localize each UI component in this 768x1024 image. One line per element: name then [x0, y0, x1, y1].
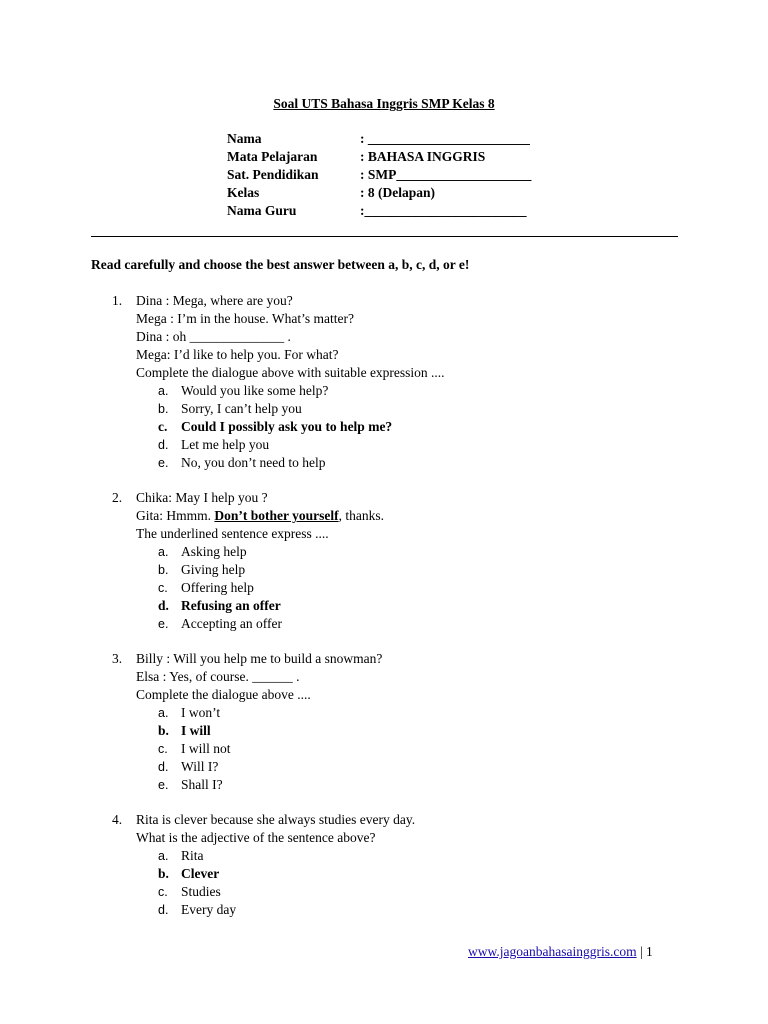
- info-label: Mata Pelajaran: [227, 149, 318, 164]
- option-letter: c.: [158, 581, 168, 595]
- option-letter: d.: [158, 598, 169, 613]
- option-c: [0, 579, 768, 597]
- option-letter: a.: [158, 706, 169, 720]
- info-row-mata-pelajaran: [227, 148, 531, 166]
- question-line: Chika: May I help you ?: [136, 490, 268, 505]
- option-b-answer: [0, 865, 768, 883]
- question-1: [0, 292, 768, 472]
- option-text: Accepting an offer: [181, 616, 282, 631]
- option-letter: d.: [158, 760, 169, 774]
- option-d-answer: [0, 597, 768, 615]
- option-text: Refusing an offer: [181, 598, 281, 613]
- info-value: :________________________: [360, 203, 527, 218]
- question-prompt: The underlined sentence express ....: [136, 526, 329, 541]
- option-text: Let me help you: [181, 437, 270, 452]
- option-text: Asking help: [181, 544, 247, 559]
- question-line: Elsa : Yes, of course. ______ .: [136, 669, 300, 684]
- question-number: 1.: [112, 293, 123, 308]
- option-text: Clever: [181, 866, 220, 881]
- option-c-answer: [0, 418, 768, 436]
- underlined-sentence: Don’t bother yourself: [214, 508, 339, 523]
- option-d: [0, 901, 768, 919]
- option-c: [0, 883, 768, 901]
- question-line: Dina : Mega, where are you?: [136, 293, 293, 308]
- option-a: [0, 382, 768, 400]
- website-link[interactable]: www.jagoanbahasainggris.com: [468, 944, 637, 959]
- option-letter: b.: [158, 866, 169, 881]
- option-text: Will I?: [181, 759, 219, 774]
- info-label: Sat. Pendidikan: [227, 167, 319, 182]
- question-number: 3.: [112, 651, 123, 666]
- option-letter: d.: [158, 903, 169, 917]
- option-text: Shall I?: [181, 777, 223, 792]
- option-letter: e.: [158, 456, 169, 470]
- horizontal-divider: [91, 236, 678, 237]
- question-prompt: Complete the dialogue above with suitable expression ....: [136, 365, 445, 380]
- option-b: [0, 561, 768, 579]
- question-line: Mega: I’d like to help you. For what?: [136, 347, 339, 362]
- info-label: Nama Guru: [227, 203, 297, 218]
- option-text: Offering help: [181, 580, 254, 595]
- info-value: : ________________________: [360, 131, 530, 146]
- page-footer: [468, 944, 653, 960]
- info-row-nama: [227, 130, 531, 148]
- info-value: : SMP____________________: [360, 167, 532, 182]
- option-letter: e.: [158, 617, 169, 631]
- question-line: Mega : I’m in the house. What’s matter?: [136, 311, 354, 326]
- option-a: [0, 543, 768, 561]
- question-prompt: Complete the dialogue above ....: [136, 687, 311, 702]
- option-d: [0, 758, 768, 776]
- info-label: Nama: [227, 131, 262, 146]
- page-number: | 1: [636, 944, 653, 959]
- option-letter: c.: [158, 885, 168, 899]
- info-label: Kelas: [227, 185, 260, 200]
- question-number: 2.: [112, 490, 123, 505]
- dialogue-text: , thanks.: [338, 508, 384, 523]
- option-text: Rita: [181, 848, 204, 863]
- option-letter: a.: [158, 545, 169, 559]
- option-text: I will: [181, 723, 211, 738]
- info-row-nama-guru: [227, 202, 531, 220]
- question-line: [136, 507, 768, 525]
- question-line: Dina : oh ______________ .: [136, 329, 291, 344]
- option-letter: a.: [158, 849, 169, 863]
- option-letter: c.: [158, 419, 168, 434]
- question-2: [0, 489, 768, 633]
- option-text: No, you don’t need to help: [181, 455, 326, 470]
- option-a: [0, 704, 768, 722]
- instruction-text: Read carefully and choose the best answer between a, b, c, d, or e!: [91, 257, 470, 272]
- option-letter: d.: [158, 438, 169, 452]
- option-text: Could I possibly ask you to help me?: [181, 419, 393, 434]
- dialogue-text: Gita: Hmmm.: [136, 508, 215, 523]
- option-e: [0, 615, 768, 633]
- question-4: [0, 811, 768, 919]
- question-3: [0, 650, 768, 794]
- option-c: [0, 740, 768, 758]
- option-text: Would you like some help?: [181, 383, 329, 398]
- option-b-answer: [0, 722, 768, 740]
- option-letter: b.: [158, 402, 169, 416]
- info-value: : BAHASA INGGRIS: [360, 149, 486, 164]
- option-text: Every day: [181, 902, 237, 917]
- info-value: : 8 (Delapan): [360, 185, 435, 200]
- option-letter: c.: [158, 742, 168, 756]
- info-row-kelas: [227, 184, 531, 202]
- option-a: [0, 847, 768, 865]
- option-letter: b.: [158, 563, 169, 577]
- question-number: 4.: [112, 812, 123, 827]
- option-e: [0, 454, 768, 472]
- question-line: Billy : Will you help me to build a snowman?: [136, 651, 383, 666]
- student-info-table: [227, 130, 531, 220]
- info-row-sat-pendidikan: [227, 166, 531, 184]
- option-letter: e.: [158, 778, 169, 792]
- option-letter: a.: [158, 384, 169, 398]
- question-line: Rita is clever because she always studies every day.: [136, 812, 416, 827]
- option-text: I won’t: [181, 705, 221, 720]
- question-prompt: What is the adjective of the sentence above?: [136, 830, 376, 845]
- option-text: Sorry, I can’t help you: [181, 401, 302, 416]
- question-list: [0, 292, 768, 936]
- document-title: Soal UTS Bahasa Inggris SMP Kelas 8: [273, 96, 495, 111]
- option-letter: b.: [158, 723, 169, 738]
- option-b: [0, 400, 768, 418]
- option-text: Studies: [181, 884, 221, 899]
- option-e: [0, 776, 768, 794]
- option-text: I will not: [181, 741, 231, 756]
- option-d: [0, 436, 768, 454]
- option-text: Giving help: [181, 562, 246, 577]
